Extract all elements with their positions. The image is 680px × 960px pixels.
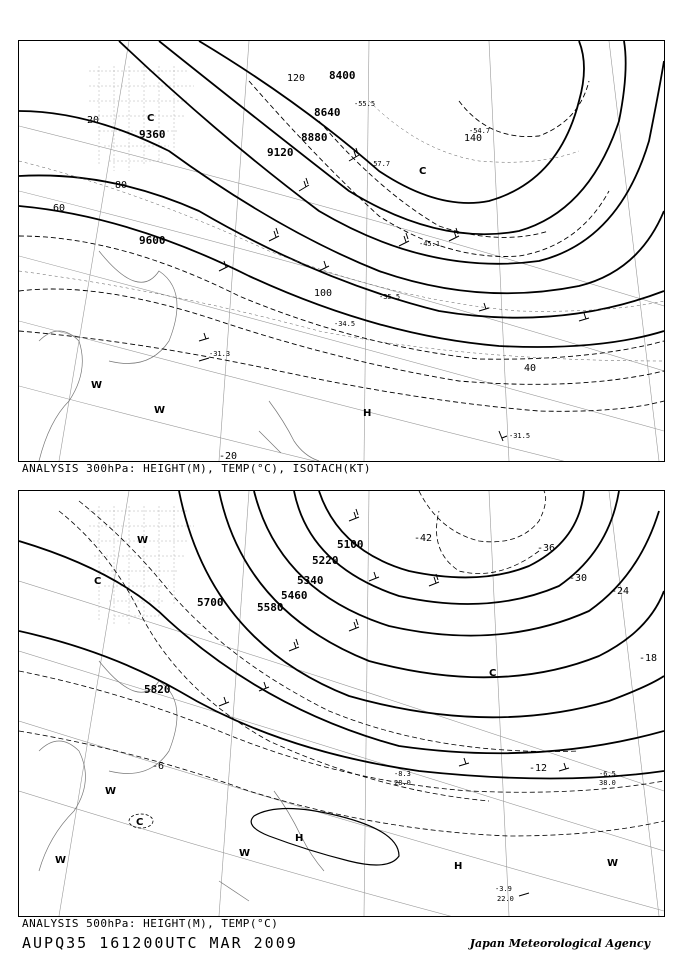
contour-9360 — [19, 175, 664, 317]
temp-label-12: -12 — [529, 763, 548, 774]
isotherm-18 — [59, 511, 489, 801]
isotach-label-40: 40 — [524, 363, 537, 374]
longitude-line — [219, 41, 249, 461]
low-center-marker: C — [94, 576, 102, 587]
low-center-marker: C — [136, 817, 144, 828]
station-dewpoint: 28.0 — [394, 779, 411, 787]
high-center-marker: H — [295, 833, 304, 844]
map-300hpa-canvas — [19, 41, 664, 461]
contour-5820 — [19, 631, 664, 779]
low-center-marker: C — [147, 113, 155, 124]
temp-label-42: -42 — [414, 533, 433, 544]
low-center-marker: C — [419, 166, 427, 177]
temp-label-30: -30 — [569, 573, 588, 584]
temp-label: -45.1 — [419, 240, 441, 248]
latitude-line — [19, 386, 664, 461]
isotach-label-100: 100 — [314, 288, 333, 299]
coastline — [39, 251, 319, 461]
warm-marker: W — [137, 535, 149, 546]
caption-300hpa: ANALYSIS 300hPa: HEIGHT(M), TEMP(°C), ISOTACH(KT) — [22, 462, 372, 475]
latitude-line — [19, 256, 664, 431]
temp-label-6: -6 — [152, 761, 165, 772]
station-dewpoint: 38.0 — [599, 779, 616, 787]
isotach-140 — [319, 121, 549, 237]
isotach-label-80: 80 — [115, 180, 128, 191]
temp-label: -31.5 — [509, 432, 531, 440]
terrain-hatch — [89, 66, 194, 171]
caption-500hpa: ANALYSIS 500hPa: HEIGHT(M), TEMP(°C) — [22, 917, 279, 930]
isotherm-6 — [19, 731, 664, 836]
height-contours — [19, 491, 664, 779]
station-temp: -3.9 — [495, 885, 512, 893]
warm-marker: W — [239, 848, 251, 859]
map-500hpa-canvas — [19, 491, 664, 916]
isotach-label-60: 60 — [53, 203, 66, 214]
temp-label: -55.5 — [354, 100, 376, 108]
contour-5460 — [219, 491, 664, 677]
isotherm-12 — [19, 671, 664, 792]
height-label-8880: 8880 — [301, 131, 328, 144]
wind-barbs — [219, 509, 569, 896]
latitude-line — [19, 791, 664, 916]
temp-label: -35.5 — [379, 293, 401, 301]
height-label-group — [144, 538, 364, 696]
isotach-120 — [249, 81, 609, 257]
contour-8400 — [199, 41, 584, 203]
graticule — [19, 491, 664, 916]
station-dewpoint: 22.0 — [497, 895, 514, 903]
height-label-5340: 5340 — [297, 574, 324, 587]
height-label-group — [139, 69, 356, 247]
contour-8640 — [159, 41, 626, 234]
longitude-line — [609, 491, 659, 916]
latitude-line — [19, 191, 664, 371]
temp-label-18: -18 — [639, 653, 658, 664]
warm-marker: W — [91, 380, 103, 391]
misc-label: -20 — [219, 451, 238, 461]
isotach-label-20: 20 — [87, 115, 100, 126]
contour-5100 — [319, 491, 584, 577]
temp-label: -54.7 — [469, 127, 491, 135]
temp-label: -34.5 — [334, 320, 356, 328]
longitude-line — [59, 41, 129, 461]
latitude-line — [19, 126, 664, 306]
height-label-5220: 5220 — [312, 554, 339, 567]
warm-marker: W — [154, 405, 166, 416]
height-label-5100: 5100 — [337, 538, 364, 551]
height-label-5820: 5820 — [144, 683, 171, 696]
height-label-5700: 5700 — [197, 596, 224, 609]
station-temp: -8.3 — [394, 770, 411, 778]
longitude-line — [489, 41, 509, 461]
isotherm-24 — [79, 501, 579, 752]
low-center-marker: C — [489, 668, 497, 679]
longitude-line — [609, 41, 659, 461]
contour-9120 — [19, 111, 664, 293]
isotherm-36 — [437, 511, 540, 574]
chart-identifier: AUPQ35 161200UTC MAR 2009 — [22, 934, 298, 952]
pressure-marker-group — [91, 113, 426, 419]
high-center-marker: H — [454, 861, 463, 872]
isotach-label-120: 120 — [287, 73, 306, 84]
warm-marker: W — [55, 855, 67, 866]
temp-label-24: -24 — [611, 586, 630, 597]
isotachs — [19, 81, 664, 411]
height-label-9360: 9360 — [139, 128, 166, 141]
longitude-line — [489, 491, 509, 916]
isotach-label-140: 140 — [464, 133, 483, 144]
height-label-5580: 5580 — [257, 601, 284, 614]
high-center-marker: H — [363, 408, 372, 419]
isotach-40 — [19, 289, 664, 384]
longitude-line — [364, 491, 369, 916]
station-temp: -6.5 — [599, 770, 616, 778]
coastline — [39, 661, 324, 901]
warm-marker: W — [607, 858, 619, 869]
height-label-5460: 5460 — [281, 589, 308, 602]
height-contours — [19, 41, 664, 347]
height-label-8400: 8400 — [329, 69, 356, 82]
height-label-9120: 9120 — [267, 146, 294, 159]
closed-high-contour — [251, 809, 399, 866]
longitude-line — [59, 491, 129, 916]
temp-label: -57.7 — [369, 160, 391, 168]
latitude-line — [19, 581, 664, 791]
map-500hpa — [18, 490, 665, 917]
temp-label: -31.3 — [209, 350, 231, 358]
map-300hpa — [18, 40, 665, 462]
station-label-group — [394, 770, 619, 903]
pressure-marker-group — [55, 535, 618, 872]
height-label-9600: 9600 — [139, 234, 166, 247]
warm-marker: W — [105, 786, 117, 797]
temp-label-36: -36 — [537, 543, 556, 554]
isotach-20 — [19, 331, 664, 411]
agency-credit: Japan Meteorological Agency — [469, 937, 650, 950]
height-label-8640: 8640 — [314, 106, 341, 119]
isotach-label-group — [53, 73, 536, 374]
